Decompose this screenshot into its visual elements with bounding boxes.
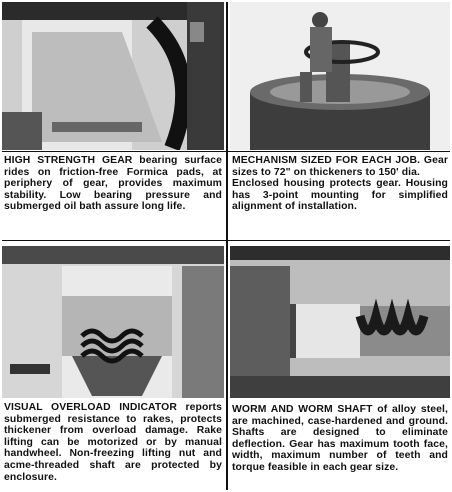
caption-gear bbox=[4, 155, 222, 213]
caption-body-2: Enclosed housing protects gear. Housing has 3-point mounting for simplified alignment of installation. bbox=[232, 178, 448, 213]
caption-body: bearing surface rides on friction-free Formica pads, at periphery of gear, provides maximum stability. Low bearing pressure and submerged oil bath assure long life. bbox=[4, 155, 222, 213]
vertical-divider bbox=[226, 2, 228, 490]
caption-worm bbox=[232, 404, 448, 474]
caption-lead: WORM AND WORM SHAFT bbox=[232, 404, 373, 415]
horizontal-divider-top bbox=[2, 151, 450, 152]
worm-shaft-cutaway-photo bbox=[230, 246, 450, 398]
caption-lead: MECHANISM SIZED FOR EACH JOB. bbox=[232, 155, 421, 166]
horizontal-divider-mid bbox=[2, 240, 450, 241]
overload-indicator-cutaway-photo bbox=[2, 246, 224, 398]
gear-cross-section-photo bbox=[2, 2, 224, 150]
caption-overload bbox=[4, 402, 222, 483]
caption-body: reports submerged resistance to rakes, protects thickener from overload damage. Rake lifting can be motorized or by manual handwheel. Non-freezing lifting nut and acme-threaded shaft are protected by enclosure. bbox=[4, 402, 222, 483]
caption-lead: VISUAL OVERLOAD INDICATOR bbox=[4, 402, 177, 413]
caption-body: of alloy steel, are machined, case-hardened and ground. Shafts are designed to eliminate deflection. Gear has maximum tooth face, width, maximum number of teeth and torque feasible in each gear size. bbox=[232, 404, 448, 473]
caption-body: Gear sizes to 72" on thickeners to 150' dia. bbox=[232, 155, 448, 178]
caption-lead: HIGH STRENGTH GEAR bbox=[4, 155, 133, 166]
caption-mechanism bbox=[232, 155, 448, 213]
workman-gear-mechanism-photo bbox=[230, 2, 450, 150]
